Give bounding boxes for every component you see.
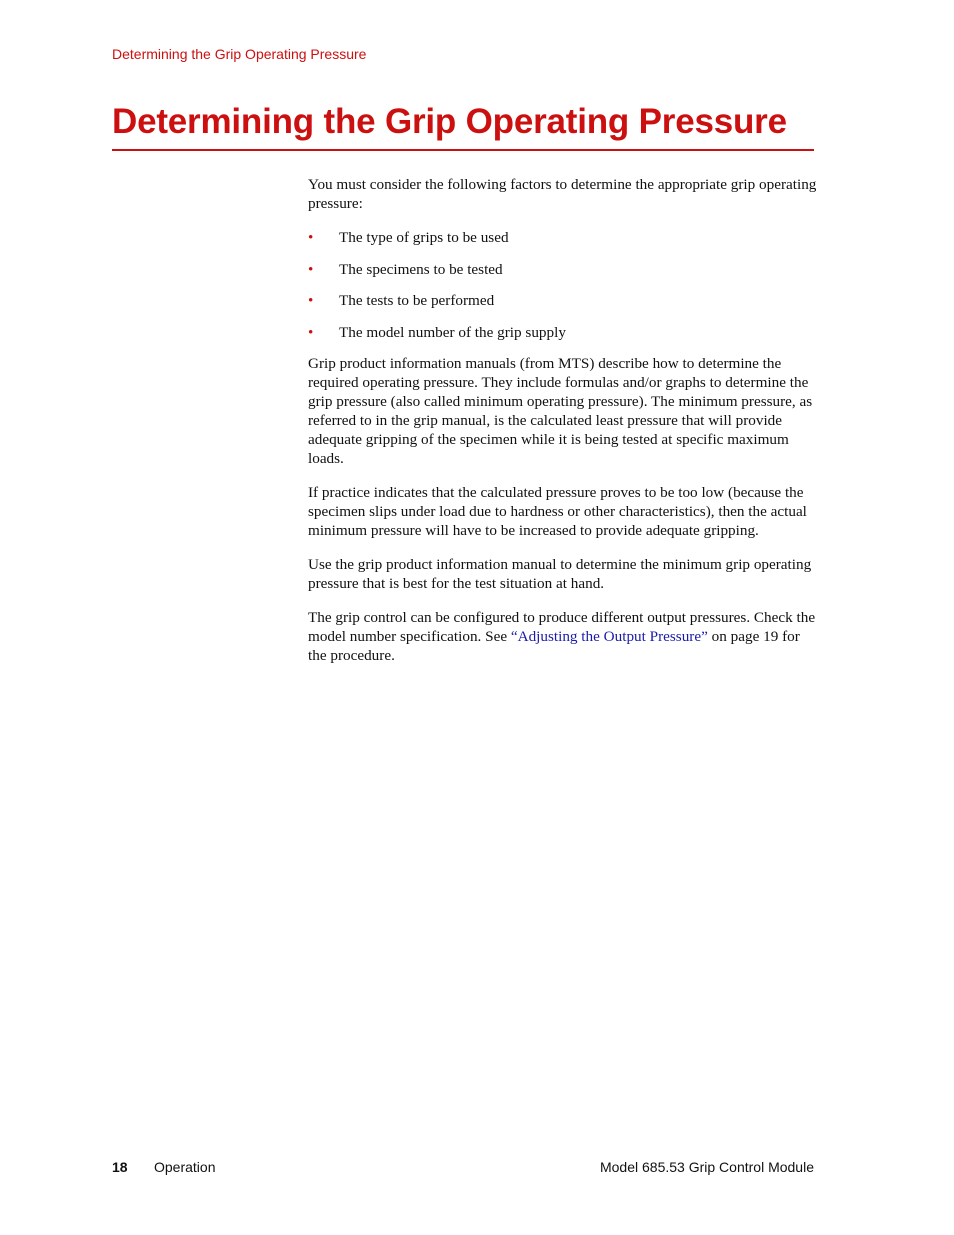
section-title: Determining the Grip Operating Pressure [112, 102, 787, 141]
paragraph-grip-manuals: Grip product information manuals (from MTS) describe how to determine the required operating pressure. They include formulas and/or graphs to determine the grip pressure (also called minimum operating pressure). The minimum pressure, as referred to in the grip manual, is the calculated least pressure that will provide adequate gripping of the specimen while it is being tested at specific maximum loads. [308, 355, 813, 467]
list-item [308, 260, 818, 279]
list-item [308, 291, 818, 310]
page-footer [112, 1159, 814, 1179]
configure-text-end: on page 19 for the procedure. [308, 628, 800, 664]
bullet-icon: • [308, 260, 314, 278]
intro-paragraph: You must consider the following factors to determine the appropriate grip operating pressure: [308, 176, 817, 212]
list-item-text: The model number of the grip supply [339, 323, 566, 341]
body-text [308, 175, 818, 680]
factor-list [308, 228, 818, 342]
configure-text-start: The grip control can be configured to produce different output pressures. Check the model number specification. See [308, 609, 816, 645]
list-item-text: The type of grips to be used [339, 229, 509, 246]
page-number: 18 [112, 1159, 128, 1175]
list-item [308, 228, 818, 247]
paragraph-use-manual: Use the grip product information manual to determine the minimum grip operating pressure that is best for the test situation at hand. [308, 556, 812, 592]
list-item [308, 323, 818, 342]
cross-reference-link[interactable]: “Adjusting the Output Pressure” [510, 628, 708, 645]
bullet-icon: • [308, 292, 314, 309]
list-item-text: The tests to be performed [339, 292, 495, 309]
footer-section-name: Operation [154, 1159, 216, 1175]
list-item-text: The specimens to be tested [339, 260, 503, 278]
title-underline [112, 149, 814, 151]
footer-document-title: Model 685.53 Grip Control Module [599, 1159, 814, 1175]
running-header: Determining the Grip Operating Pressure [112, 46, 367, 62]
bullet-icon: • [308, 323, 314, 341]
bullet-icon: • [308, 229, 314, 246]
paragraph-configure [308, 608, 818, 665]
paragraph-practice: If practice indicates that the calculated pressure proves to be too low (because the specimen slips under load due to hardness or other characteristics), then the actual minimum pressure will have to be increased to provide adequate gripping. [308, 484, 807, 539]
